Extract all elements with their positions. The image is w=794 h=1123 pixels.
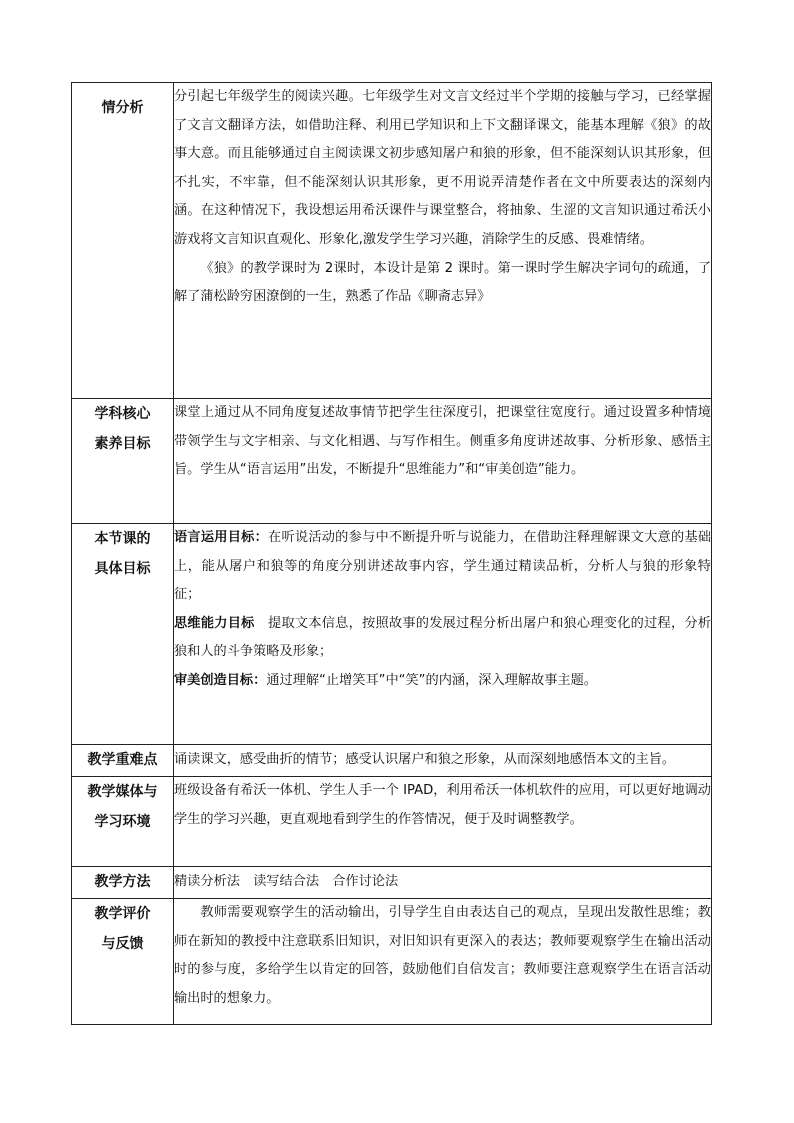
media-text: 班级设备有希沃一体机、学生人手一个 IPAD，利用希沃一体机软件的应用，可以更好地调动学生的学习兴趣，更直观地看到学生的作答情况，便于及时调整教学。 [174,783,711,827]
row-label-key-points: 教学重难点 [72,745,174,777]
situation-paragraph-1: 分引起七年级学生的阅读兴趣。七年级学生对文言文经过半个学期的接触与学习，已经掌握了文言文翻译方法，如借助注释、利用已学知识和上下文翻译课文，能基本理解《狼》的故事大意。而且能够通过自主阅读课文初步感知屠户和狼的形象，但不能深刻认识其形象，但不扎实，不牢靠，但不能深刻认识其形象，更不用说弄清楚作者在文中所要表达的深刻内涵。在这种情况下，我设想运用希沃课件与课堂整合，将抽象、生涩的文言知识通过希沃小游戏将文言知识直观化、形象化,激发学生学习兴趣，消除学生的反感、畏难情绪。 [174,89,711,247]
row-label-line: 具体目标 [94,561,151,577]
situation-analysis-cell [174,83,712,399]
row-label-line: 教学媒体与 [87,784,158,800]
goal-thinking-lead: 思维能力目标 [174,615,255,631]
methods-text: 精读分析法 读写结合法 合作讨论法 [174,874,399,889]
table-row [72,524,712,745]
goal-language [174,524,711,610]
table-row [72,83,712,399]
table-row [72,777,712,867]
row-label-line: 素养目标 [94,436,151,452]
table-row [72,867,712,899]
goal-language-lead: 语言运用目标： [174,530,269,545]
row-label-line: 本节课的 [94,531,151,547]
evaluation-cell [174,899,712,1025]
row-label-line: 学科核心 [94,406,151,422]
row-label-methods: 教学方法 [72,867,174,899]
row-label-line: 教学评价 [94,906,151,922]
row-label-situation: 情分析 [72,83,174,399]
core-literacy-cell [174,399,712,524]
row-label-core-literacy [72,399,174,524]
row-label-line: 与反馈 [101,936,144,952]
table-row [72,899,712,1025]
key-points-cell [174,745,712,777]
row-label-evaluation [72,899,174,1025]
evaluation-text: 教师需要观察学生的活动输出，引导学生自由表达自己的观点，呈现出发散性思维；教师在新知的教授中注意联系旧知识，对旧知识有更深入的表达；教师要观察学生在输出活动时的参与度，多给学生以肯定的回答，鼓励他们自信发言；教师要注意观察学生在语言活动输出时的想象力。 [174,905,711,1006]
row-label-line: 学习环境 [94,814,151,830]
goal-thinking-text: 提取文本信息，按照故事的发展过程分析出屠户和狼心理变化的过程，分析狼和人的斗争策略及形象； [174,615,712,660]
row-label-specific-goals [72,524,174,745]
lesson-plan-table [71,82,712,1025]
goal-language-text: 在听说活动的参与中不断提升听与说能力，在借助注释理解课文大意的基础上，能从屠户和狼等的角度分别讲述故事内容，学生通过精读品析，分析人与狼的形象特征； [174,530,712,603]
core-literacy-text: 课堂上通过从不同角度复述故事情节把学生往深度引，把课堂往宽度行。通过设置多种情境带领学生与文字相亲、与文化相遇、与写作相生。侧重多角度讲述故事、分析形象、感悟主旨。学生从“语言运用”出发，不断提升“思维能力”和“审美创造”能力。 [174,405,711,478]
methods-cell [174,867,712,899]
row-label-media [72,777,174,867]
goal-thinking [174,610,711,667]
key-points-text: 诵读课文，感受曲折的情节；感受认识屠户和狼之形象，从而深刻地感悟本文的主旨。 [174,752,676,767]
situation-paragraph-2: 《狼》的教学课时为 2课时，本设计是第 2 课时。第一课时学生解决字词句的疏通，了解了蒲松龄穷困潦倒的一生，熟悉了作品《聊斋志异》 [174,260,711,305]
goal-aesthetic-text: 通过理解“止增笑耳”中“笑”的内涵，深入理解故事主题。 [266,672,597,688]
table-row [72,399,712,524]
goal-aesthetic [174,667,711,696]
specific-goals-cell [174,524,712,745]
media-cell [174,777,712,867]
table-row [72,745,712,777]
goal-aesthetic-lead: 审美创造目标： [174,672,267,688]
